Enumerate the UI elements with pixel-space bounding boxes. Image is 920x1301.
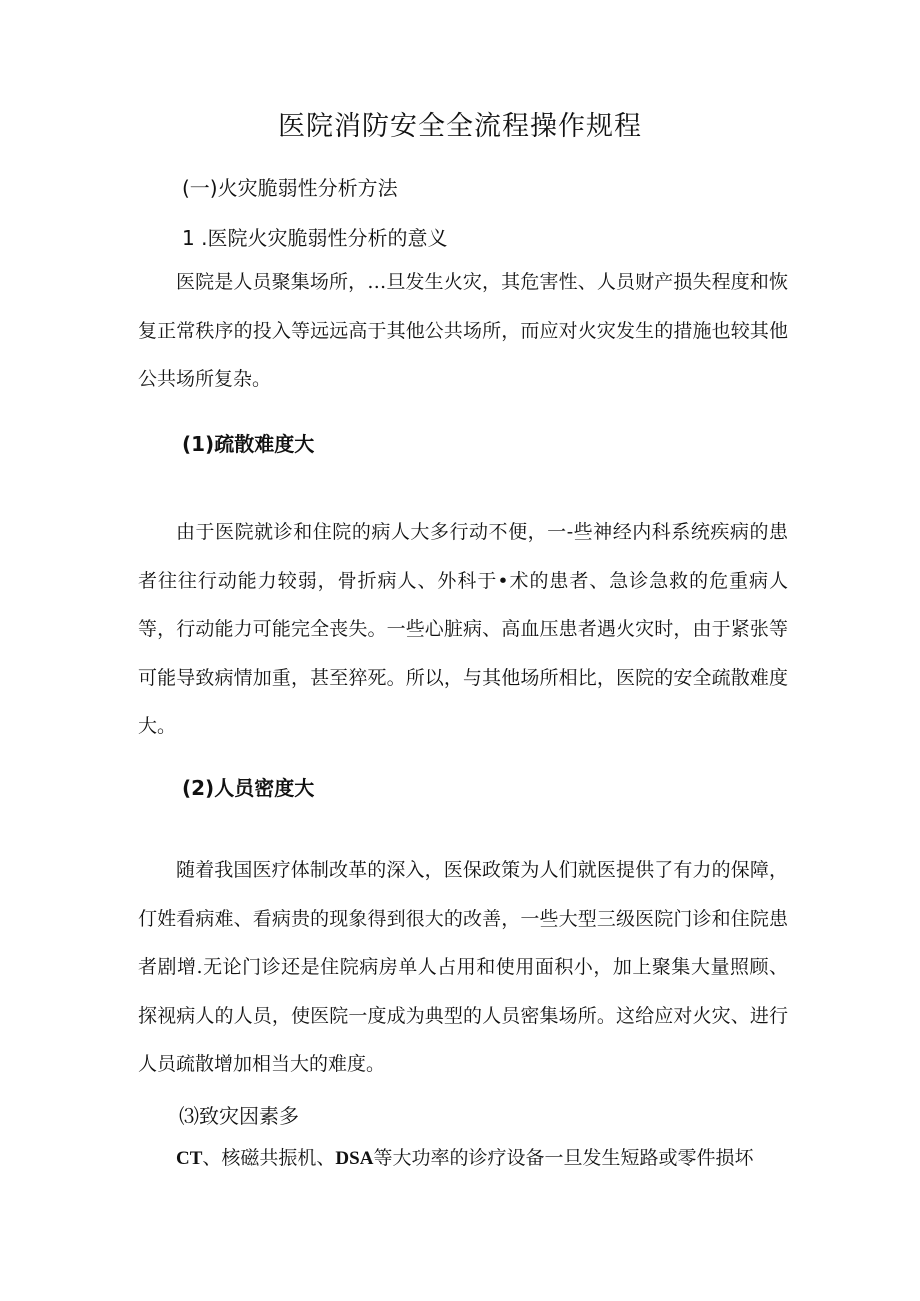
item-heading-2: (2)人员密度大: [182, 776, 315, 800]
paragraph-hazards: [138, 1134, 788, 1184]
paragraph-intro: 医院是人员聚集场所，…旦发生火灾，其危害性、人员财产损失程度和恢复正常秩序的投入等远远高于其他公共场所，而应对火灾发生的措施也较其他公共场所复杂。: [138, 271, 788, 390]
item-heading-3: ⑶致灾因素多: [179, 1104, 299, 1128]
paragraph-evacuation: 由于医院就诊和住院的病人大多行动不便，一-些神经内科系统疾病的患者往往行动能力较弱，骨折病人、外科于•术的患者、急诊急救的危重病人等，行动能力可能完全丧失。一些心脏病、高血压患者遇火灾时，由于紧张等可能导致病情加重，甚至猝死。所以，与其他场所相比，医院的安全疏散难度大。: [138, 521, 788, 737]
paragraph-density: 随着我国医疗体制改革的深入，医保政策为人们就医提供了有力的保障，仃姓看病难、看病贵的现象得到很大的改善，一些大型三级医院门诊和住院患者剧增.无论门诊还是住院病房单人占用和使用面积小，加上聚集大量照顾、探视病人的人员，使医院一度成为典型的人员密集场所。这给应对火灾、进行人员疏散增加相当大的难度。: [138, 859, 788, 1075]
paragraph-text: 、核磁共振机、: [202, 1147, 336, 1169]
document-title: 医院消防安全全流程操作规程: [278, 111, 642, 142]
section-heading: (一)火灾脆弱性分析方法: [182, 176, 398, 200]
item-heading-1: (1)疏散难度大: [182, 432, 315, 456]
ct-term: CT: [176, 1148, 203, 1169]
subsection-heading: 1 .医院火灾脆弱性分析的意义: [182, 226, 448, 250]
dsa-term: DSA: [335, 1148, 374, 1169]
paragraph-text: 等大功率的诊疗设备一旦发生短路或零件损坏: [373, 1147, 754, 1169]
